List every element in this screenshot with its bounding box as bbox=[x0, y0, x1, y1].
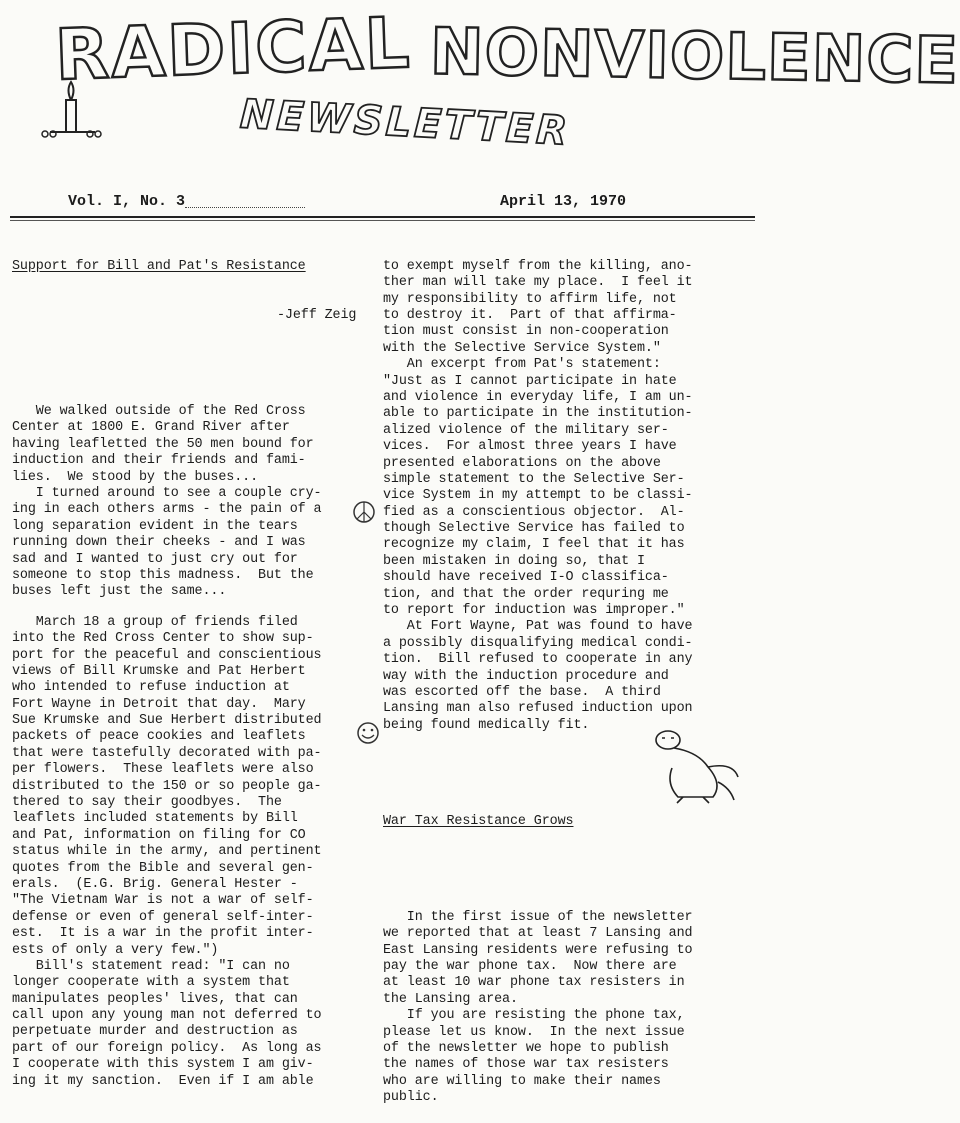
text-line: induction and their friends and fami- bbox=[12, 453, 306, 469]
text-line: pay the war phone tax. Now there are bbox=[383, 958, 677, 974]
text-line: alized violence of the military ser- bbox=[383, 422, 669, 438]
text-line: vices. For almost three years I have bbox=[383, 439, 677, 455]
text-line: lies. We stood by the buses... bbox=[12, 469, 259, 485]
text-line: having leafletted the 50 men bound for bbox=[12, 436, 314, 452]
text-line bbox=[12, 601, 382, 615]
column-right bbox=[383, 226, 755, 1123]
text-line: ing it my sanction. Even if I am able bbox=[12, 1073, 314, 1089]
text-line: to report for induction was improper." bbox=[383, 603, 685, 619]
text-line: recognize my claim, I feel that it has bbox=[383, 537, 685, 553]
text-line: into the Red Cross Center to show sup- bbox=[12, 631, 314, 647]
text-line: at least 10 war phone tax resisters in bbox=[383, 975, 685, 991]
text-line: ther man will take my place. I feel it bbox=[383, 275, 693, 291]
text-line: leaflets included statements by Bill bbox=[12, 811, 298, 827]
text-line: with the Selective Service System." bbox=[383, 340, 661, 356]
header-rule bbox=[10, 216, 755, 218]
text-line: port for the peaceful and conscientious bbox=[12, 647, 322, 663]
text-line: Fort Wayne in Detroit that day. Mary bbox=[12, 696, 306, 712]
article1-body-right bbox=[383, 259, 755, 734]
text-line: vice System in my attempt to be classi- bbox=[383, 488, 693, 504]
text-line: We walked outside of the Red Cross bbox=[12, 404, 306, 420]
text-line: packets of peace cookies and leaflets bbox=[12, 729, 306, 745]
text-line: distributed to the 150 or so people ga- bbox=[12, 778, 322, 794]
text-line: ing in each others arms - the pain of a bbox=[12, 502, 322, 518]
text-line: per flowers. These leaflets were also bbox=[12, 762, 314, 778]
text-line: perpetuate murder and destruction as bbox=[12, 1024, 298, 1040]
text-line: was escorted off the base. A third bbox=[383, 684, 661, 700]
text-line: fied as a conscientious objector. Al- bbox=[383, 504, 685, 520]
text-line: who are willing to make their names bbox=[383, 1073, 661, 1089]
spacer bbox=[12, 357, 382, 371]
text-line: my responsibility to affirm life, not bbox=[383, 291, 677, 307]
text-line: longer cooperate with a system that bbox=[12, 975, 290, 991]
text-line: At Fort Wayne, Pat was found to have bbox=[383, 619, 693, 635]
issue-line bbox=[30, 193, 740, 213]
header-rule-thin bbox=[10, 220, 755, 221]
text-line: to destroy it. Part of that affirma- bbox=[383, 307, 677, 323]
text-line: way with the induction procedure and bbox=[383, 668, 669, 684]
text-line: tion must consist in non-cooperation bbox=[383, 324, 669, 340]
text-line: and Pat, information on filing for CO bbox=[12, 827, 306, 843]
text-line: tion, and that the order requring me bbox=[383, 586, 669, 602]
text-line: call upon any young man not deferred to bbox=[12, 1008, 322, 1024]
text-line: being found medically fit. bbox=[383, 717, 590, 733]
masthead-title-nonviolence: NONVIOLENCE bbox=[429, 15, 960, 99]
figure-doodle-icon bbox=[638, 722, 748, 804]
dotted-rule bbox=[185, 207, 305, 208]
text-line: East Lansing residents were refusing to bbox=[383, 942, 693, 958]
text-line: a possibly disqualifying medical condi- bbox=[383, 635, 693, 651]
text-line: "Just as I cannot participate in hate bbox=[383, 373, 677, 389]
text-line: quotes from the Bible and several gen- bbox=[12, 860, 314, 876]
text-line: I cooperate with this system I am giv- bbox=[12, 1057, 314, 1073]
text-line: Lansing man also refused induction upon bbox=[383, 701, 693, 717]
article2-headline: War Tax Resistance Grows bbox=[383, 813, 574, 829]
article1-body-left bbox=[12, 404, 382, 1090]
peace-doodle-icon bbox=[350, 495, 378, 529]
text-line: status while in the army, and pertinent bbox=[12, 844, 322, 860]
text-line: we reported that at least 7 Lansing and bbox=[383, 926, 693, 942]
text-line: should have received I-O classifica- bbox=[383, 570, 669, 586]
article1-byline: -Jeff Zeig bbox=[277, 308, 357, 324]
smiley-doodle-icon bbox=[355, 720, 381, 746]
text-line: manipulates peoples' lives, that can bbox=[12, 991, 298, 1007]
text-line: buses left just the same... bbox=[12, 584, 227, 600]
text-line: In the first issue of the newsletter bbox=[383, 909, 693, 925]
text-line: erals. (E.G. Brig. General Hester - bbox=[12, 876, 298, 892]
text-line: part of our foreign policy. As long as bbox=[12, 1040, 322, 1056]
text-line: Sue Krumske and Sue Herbert distributed bbox=[12, 713, 322, 729]
column-left bbox=[12, 226, 382, 1106]
text-line: views of Bill Krumske and Pat Herbert bbox=[12, 663, 306, 679]
text-line: March 18 a group of friends filed bbox=[12, 614, 298, 630]
text-line: An excerpt from Pat's statement: bbox=[383, 357, 661, 373]
text-line: to exempt myself from the killing, ano- bbox=[383, 258, 693, 274]
text-line: Bill's statement read: "I can no bbox=[12, 958, 290, 974]
text-line: thered to say their goodbyes. The bbox=[12, 795, 282, 811]
text-line: please let us know. In the next issue bbox=[383, 1024, 685, 1040]
text-line: long separation evident in the tears bbox=[12, 518, 298, 534]
article1-headline: Support for Bill and Pat's Resistance bbox=[12, 258, 306, 274]
text-line: running down their cheeks - and I was bbox=[12, 535, 306, 551]
text-line: Center at 1800 E. Grand River after bbox=[12, 420, 290, 436]
text-line: someone to stop this madness. But the bbox=[12, 567, 314, 583]
issue-volume: Vol. I, No. 3 bbox=[68, 193, 186, 210]
issue-date: April 13, 1970 bbox=[500, 193, 627, 210]
text-line: able to participate in the institution- bbox=[383, 406, 693, 422]
text-line: that were tastefully decorated with pa- bbox=[12, 745, 322, 761]
text-line: the Lansing area. bbox=[383, 991, 518, 1007]
text-line: sad and I wanted to just cry out for bbox=[12, 551, 298, 567]
text-line: been mistaken in doing so, that I bbox=[383, 553, 645, 569]
text-line: tion. Bill refused to cooperate in any bbox=[383, 652, 693, 668]
text-line: of the newsletter we hope to publish bbox=[383, 1040, 669, 1056]
text-line: I turned around to see a couple cry- bbox=[12, 485, 322, 501]
text-line: If you are resisting the phone tax, bbox=[383, 1008, 685, 1024]
masthead-title-radical: RADICAL bbox=[53, 1, 413, 97]
masthead bbox=[0, 0, 960, 190]
text-line: though Selective Service has failed to bbox=[383, 521, 685, 537]
text-line: and violence in everyday life, I am un- bbox=[383, 389, 693, 405]
text-line: who intended to refuse induction at bbox=[12, 680, 290, 696]
text-line: public. bbox=[383, 1090, 439, 1106]
article2-body bbox=[383, 910, 755, 1107]
masthead-subtitle: NEWSLETTER bbox=[239, 91, 572, 155]
text-line: defense or even of general self-inter- bbox=[12, 909, 314, 925]
text-line: est. It is a war in the profit inter- bbox=[12, 926, 314, 942]
text-line: "The Vietnam War is not a war of self- bbox=[12, 893, 314, 909]
spacer bbox=[383, 863, 755, 877]
text-line: the names of those war tax resisters bbox=[383, 1057, 669, 1073]
text-line: ests of only a very few.") bbox=[12, 942, 219, 958]
text-line: simple statement to the Selective Ser- bbox=[383, 471, 685, 487]
text-line: presented elaborations on the above bbox=[383, 455, 661, 471]
